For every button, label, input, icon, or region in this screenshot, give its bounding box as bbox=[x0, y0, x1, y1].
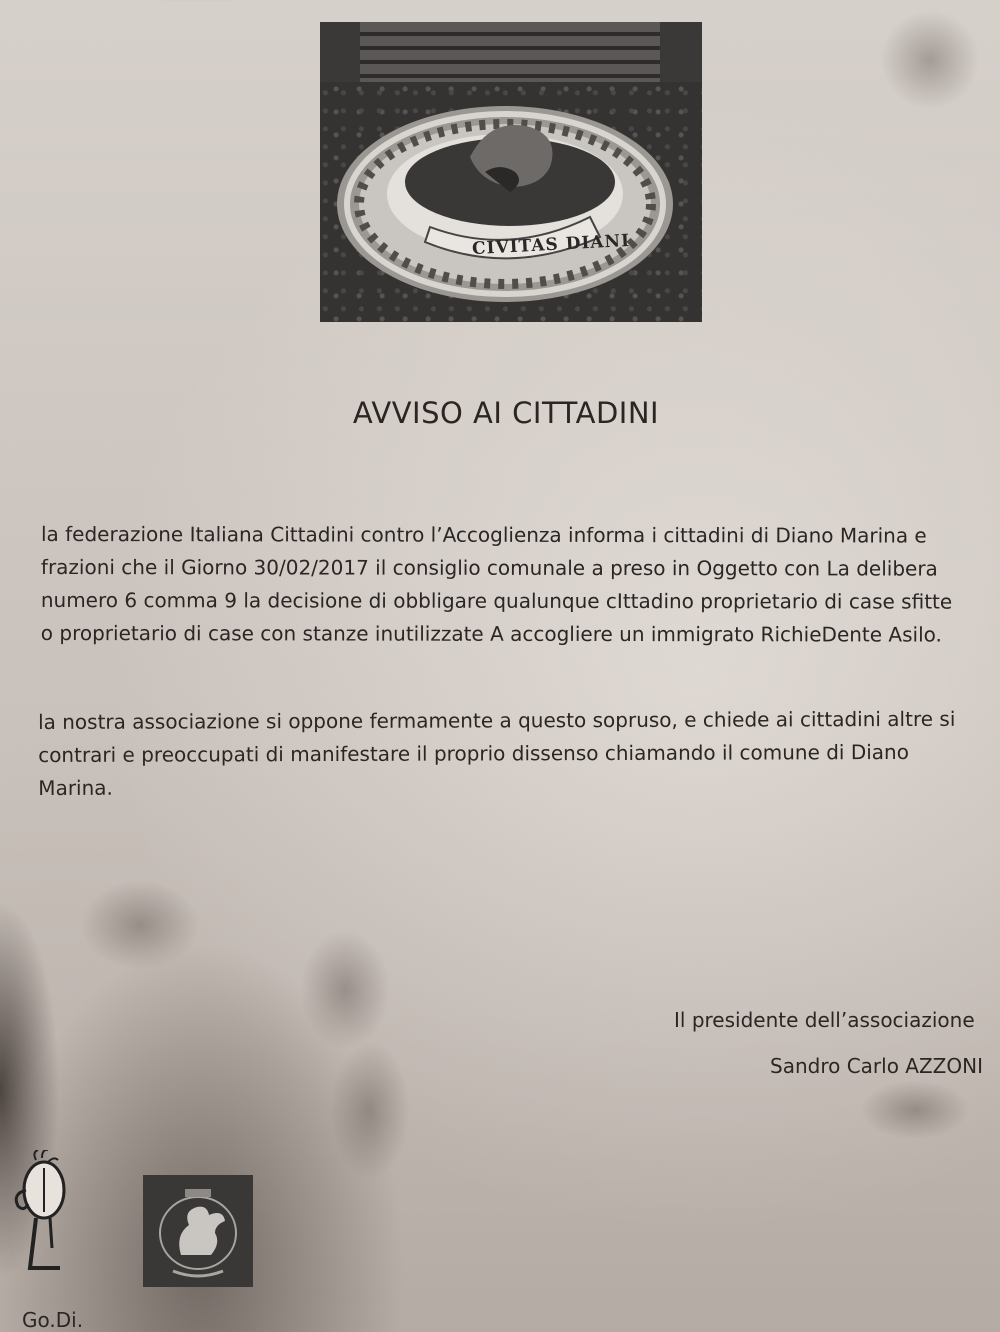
paragraph-opposition bbox=[38, 703, 998, 805]
paragraph-line: la federazione Italiana Cittadini contro l’Accoglienza informa i cittadini di Diano Marina e bbox=[40, 522, 927, 548]
emblem-motto: CIVITAS DIANI bbox=[471, 230, 631, 260]
smudge bbox=[300, 930, 390, 1050]
paragraph-line: numero 6 comma 9 la decisione di obbligare qualunque cIttadino proprietario di case sfitte bbox=[40, 587, 953, 614]
godi-logo-label: Go.Di. bbox=[22, 1308, 84, 1332]
cartoon-figure-logo-icon bbox=[6, 1150, 76, 1290]
paragraph-announcement bbox=[41, 518, 1000, 652]
smudge bbox=[330, 1040, 410, 1180]
paragraph-line: la nostra associazione si oppone fermamente a questo sopruso, e chiede ai cittadini altre si bbox=[38, 706, 956, 734]
smudge bbox=[880, 10, 980, 110]
griffin-crest-icon bbox=[143, 1175, 253, 1287]
paragraph-line: frazioni che il Giorno 30/02/2017 il consiglio comunale a preso in Oggetto con La delibera bbox=[40, 554, 938, 581]
smudge bbox=[80, 880, 200, 970]
griffin-crest-logo bbox=[143, 1175, 253, 1287]
notice-title: AVVISO AI CITTADINI bbox=[352, 396, 660, 430]
civic-emblem-photo bbox=[320, 22, 702, 322]
smudge bbox=[860, 1080, 970, 1140]
paragraph-line: Marina. bbox=[38, 775, 113, 800]
signature-name: Sandro Carlo AZZONI bbox=[770, 1054, 983, 1078]
paragraph-line: o proprietario di case con stanze inutilizzate A accogliere un immigrato RichieDente Asilo. bbox=[40, 620, 942, 647]
paragraph-line: contrari e preoccupati di manifestare il proprio dissenso chiamando il comune di Diano bbox=[38, 739, 909, 767]
emblem-mosaic-icon bbox=[320, 22, 702, 322]
signature-role: Il presidente dell’associazione bbox=[674, 1008, 975, 1032]
